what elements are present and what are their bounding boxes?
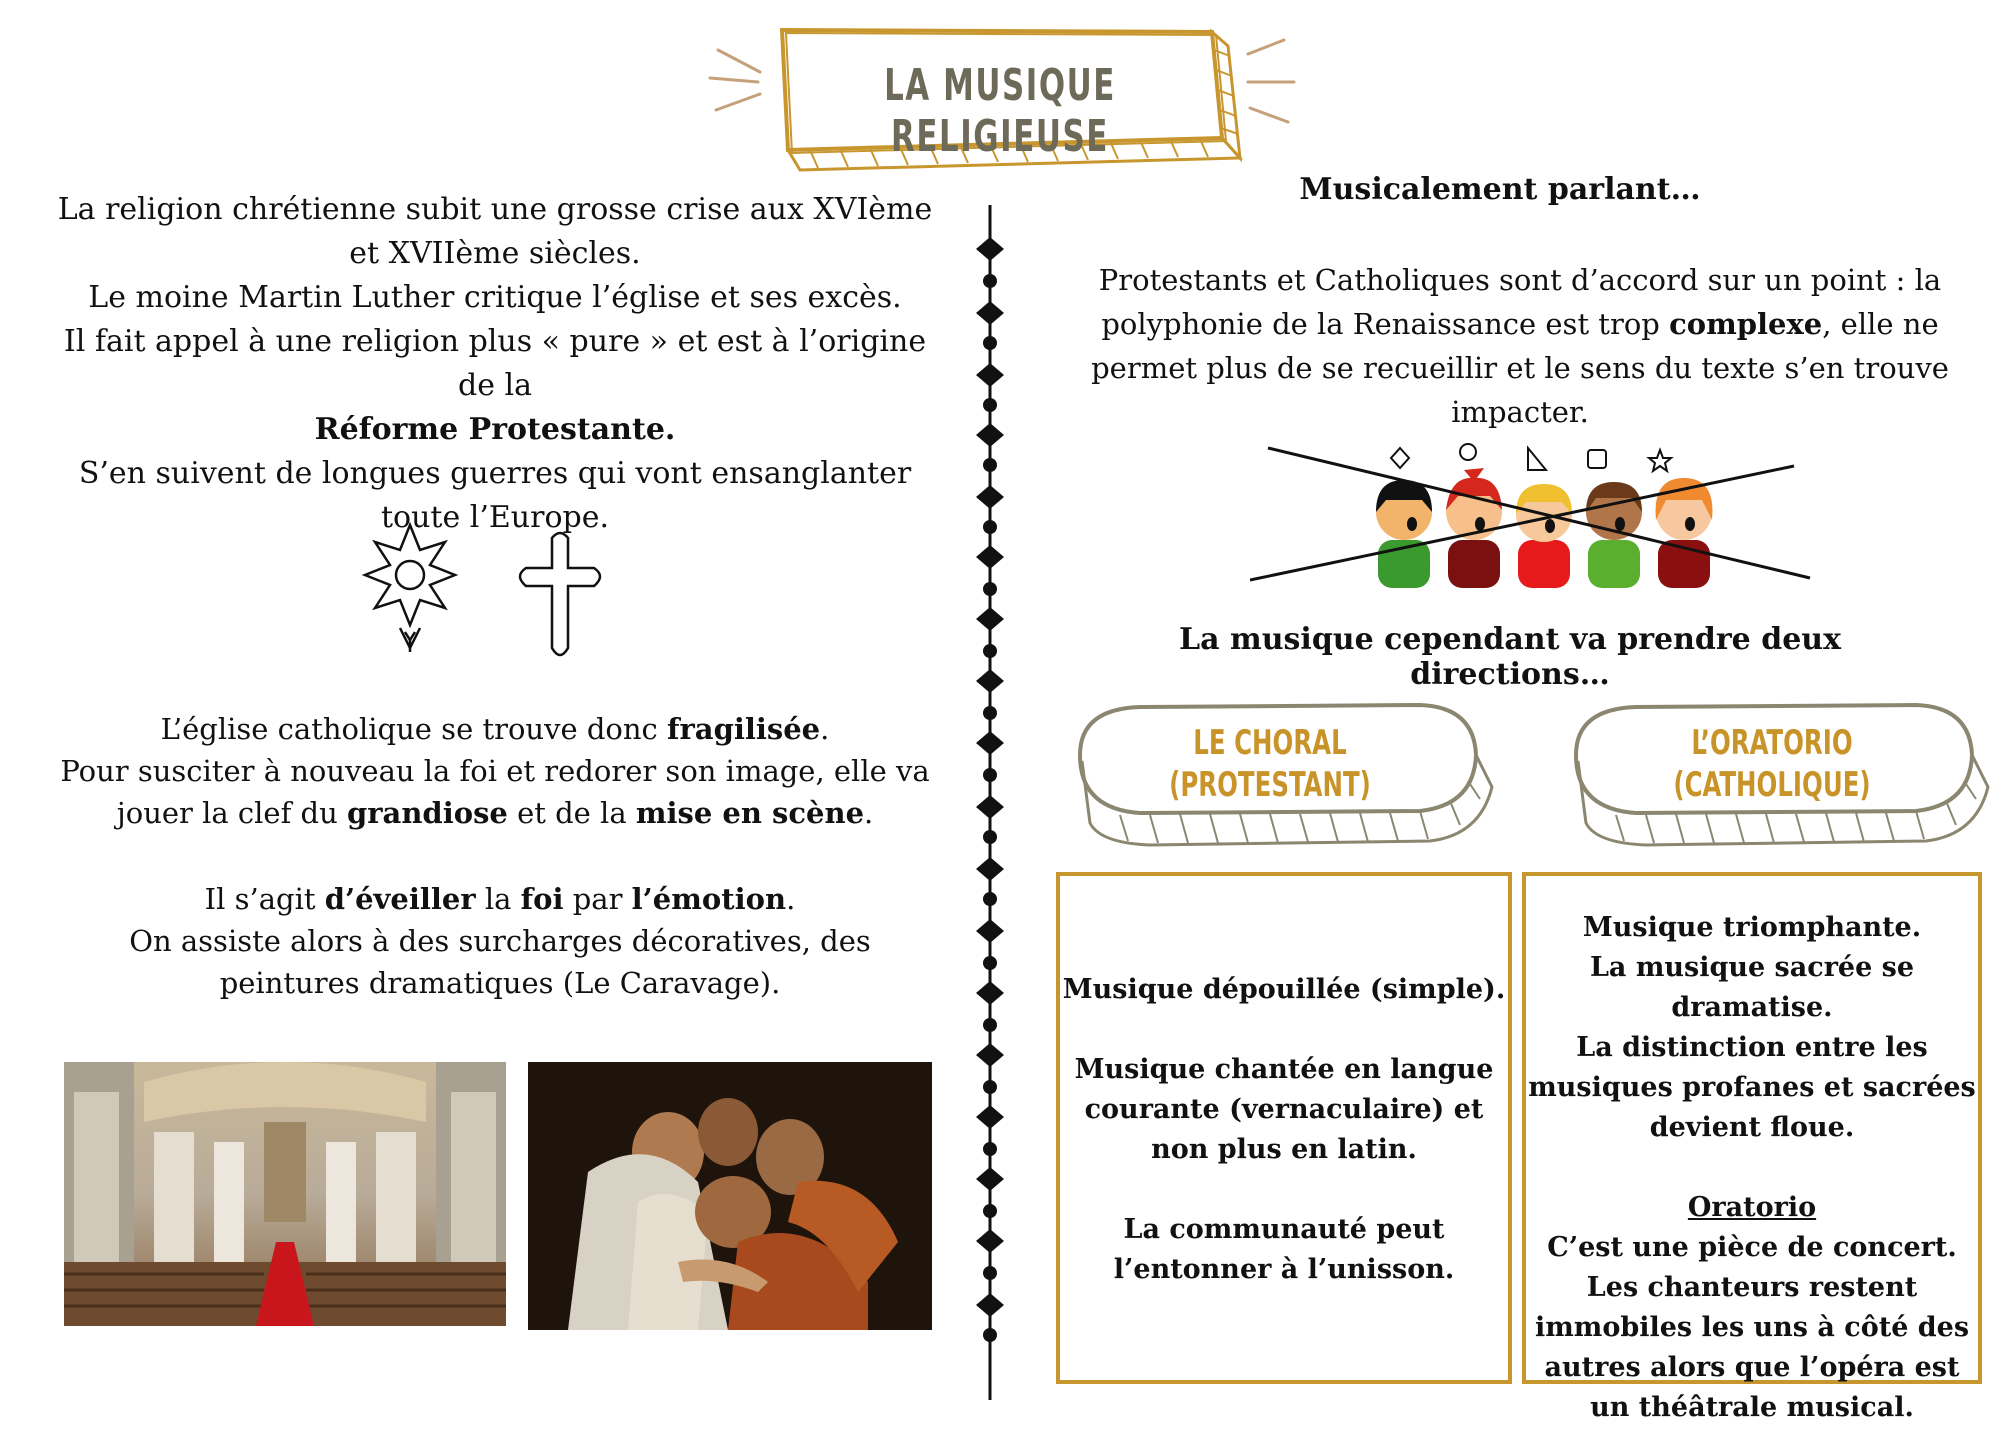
polyphony-paragraph	[1090, 258, 1950, 434]
intro-paragraph	[55, 188, 935, 540]
mise-en-scene-highlight: mise en scène	[635, 796, 865, 830]
choral-point-1: Musique dépouillée (simple).	[1062, 974, 1506, 1005]
choral-title-line-1: LE CHORAL	[1193, 723, 1347, 763]
oratorio-title-line-1: L’ORATORIO	[1691, 723, 1853, 763]
emotion-text-1: Il s’agit	[204, 882, 325, 916]
oratorio-point-2: La musique sacrée se dramatise.	[1589, 952, 1915, 1023]
middle-text-1: L’église catholique se trouve donc	[160, 712, 668, 746]
eveiller-highlight: d’éveiller	[324, 882, 476, 916]
choral-description-box	[1056, 872, 1512, 1384]
oratorio-point-3: La distinction entre les musiques profanes et sacrées devient floue.	[1528, 1032, 1976, 1143]
circle-icon	[1460, 444, 1476, 460]
triangle-icon	[1528, 448, 1546, 470]
intro-line-1: La religion chrétienne subit une grosse crise aux XVIème et XVIIème siècles.	[57, 192, 933, 271]
intro-line-4: S’en suivent de longues guerres qui vont ensanglanter toute l’Europe.	[78, 456, 912, 535]
choral-title	[1110, 722, 1430, 806]
oratorio-title	[1612, 722, 1932, 806]
page-title: LA MUSIQUE RELIGIEUSE	[884, 60, 1116, 162]
diamond-icon	[1391, 448, 1409, 468]
polyphony-text-2: , elle ne permet plus de se recueillir et le sens du texte s’en trouve impacter.	[1091, 307, 1949, 429]
crossed-out-choir-illustration	[1250, 430, 1830, 590]
singer-1	[1376, 480, 1432, 588]
choral-point-2: Musique chantée en langue courante (vernaculaire) et non plus en latin.	[1074, 1054, 1494, 1165]
musically-speaking-heading: Musicalement parlant…	[1299, 172, 1701, 207]
fragilisee-highlight: fragilisée	[667, 712, 821, 746]
intro-line-2: Le moine Martin Luther critique l’église et ses excès.	[88, 280, 902, 315]
column-divider	[970, 205, 1010, 1400]
emotion-paragraph	[60, 878, 940, 1004]
foi-highlight: foi	[520, 882, 564, 916]
emotion-text-1e: par	[563, 882, 632, 916]
middle-text-2: Pour susciter à nouveau la foi et redorer son image, elle va jouer la clef du	[60, 754, 930, 830]
singer-3	[1516, 484, 1572, 588]
oratorio-title-line-2: (CATHOLIQUE)	[1673, 765, 1871, 805]
middle-text-1c: .	[820, 712, 830, 746]
baroque-church-photo	[64, 1062, 506, 1326]
reforme-highlight: Réforme Protestante.	[314, 412, 676, 447]
two-directions-heading: La musique cependant va prendre deux directions…	[1179, 622, 1841, 692]
emotion-highlight: l’émotion	[631, 882, 787, 916]
emotion-text-1g: .	[786, 882, 796, 916]
catholic-church-paragraph	[30, 708, 960, 834]
oratorio-subheading: Oratorio	[1687, 1192, 1817, 1223]
oratorio-point-5: Les chanteurs restent immobiles les uns à côté des autres alors que l’opéra est un théâtrale musical.	[1534, 1272, 1970, 1423]
complexe-highlight: complexe	[1669, 307, 1823, 341]
choral-title-line-2: (PROTESTANT)	[1169, 765, 1371, 805]
middle-text-2c: et de la	[507, 796, 636, 830]
star-icon	[1649, 450, 1671, 471]
huguenot-cross-icon	[360, 520, 460, 655]
emotion-text-1c: la	[475, 882, 521, 916]
oratorio-point-4: C’est une pièce de concert.	[1547, 1232, 1957, 1263]
square-icon	[1588, 450, 1606, 468]
choral-point-3: La communauté peut l’entonner à l’unisson.	[1113, 1214, 1455, 1285]
latin-cross-icon	[510, 530, 610, 665]
grandiose-highlight: grandiose	[347, 796, 508, 830]
middle-text-2e: .	[864, 796, 874, 830]
oratorio-description-box	[1522, 872, 1982, 1423]
polyphony-text-1: Protestants et Catholiques sont d’accord sur un point : la polyphonie de la Renaissance est trop	[1098, 263, 1942, 341]
oratorio-point-1: Musique triomphante.	[1582, 912, 1922, 943]
intro-line-3: Il fait appel à une religion plus « pure » et est à l’origine de la	[63, 324, 927, 403]
emotion-text-2: On assiste alors à des surcharges décoratives, des peintures dramatiques (Le Caravage).	[129, 924, 871, 1000]
caravaggio-painting	[528, 1062, 932, 1330]
